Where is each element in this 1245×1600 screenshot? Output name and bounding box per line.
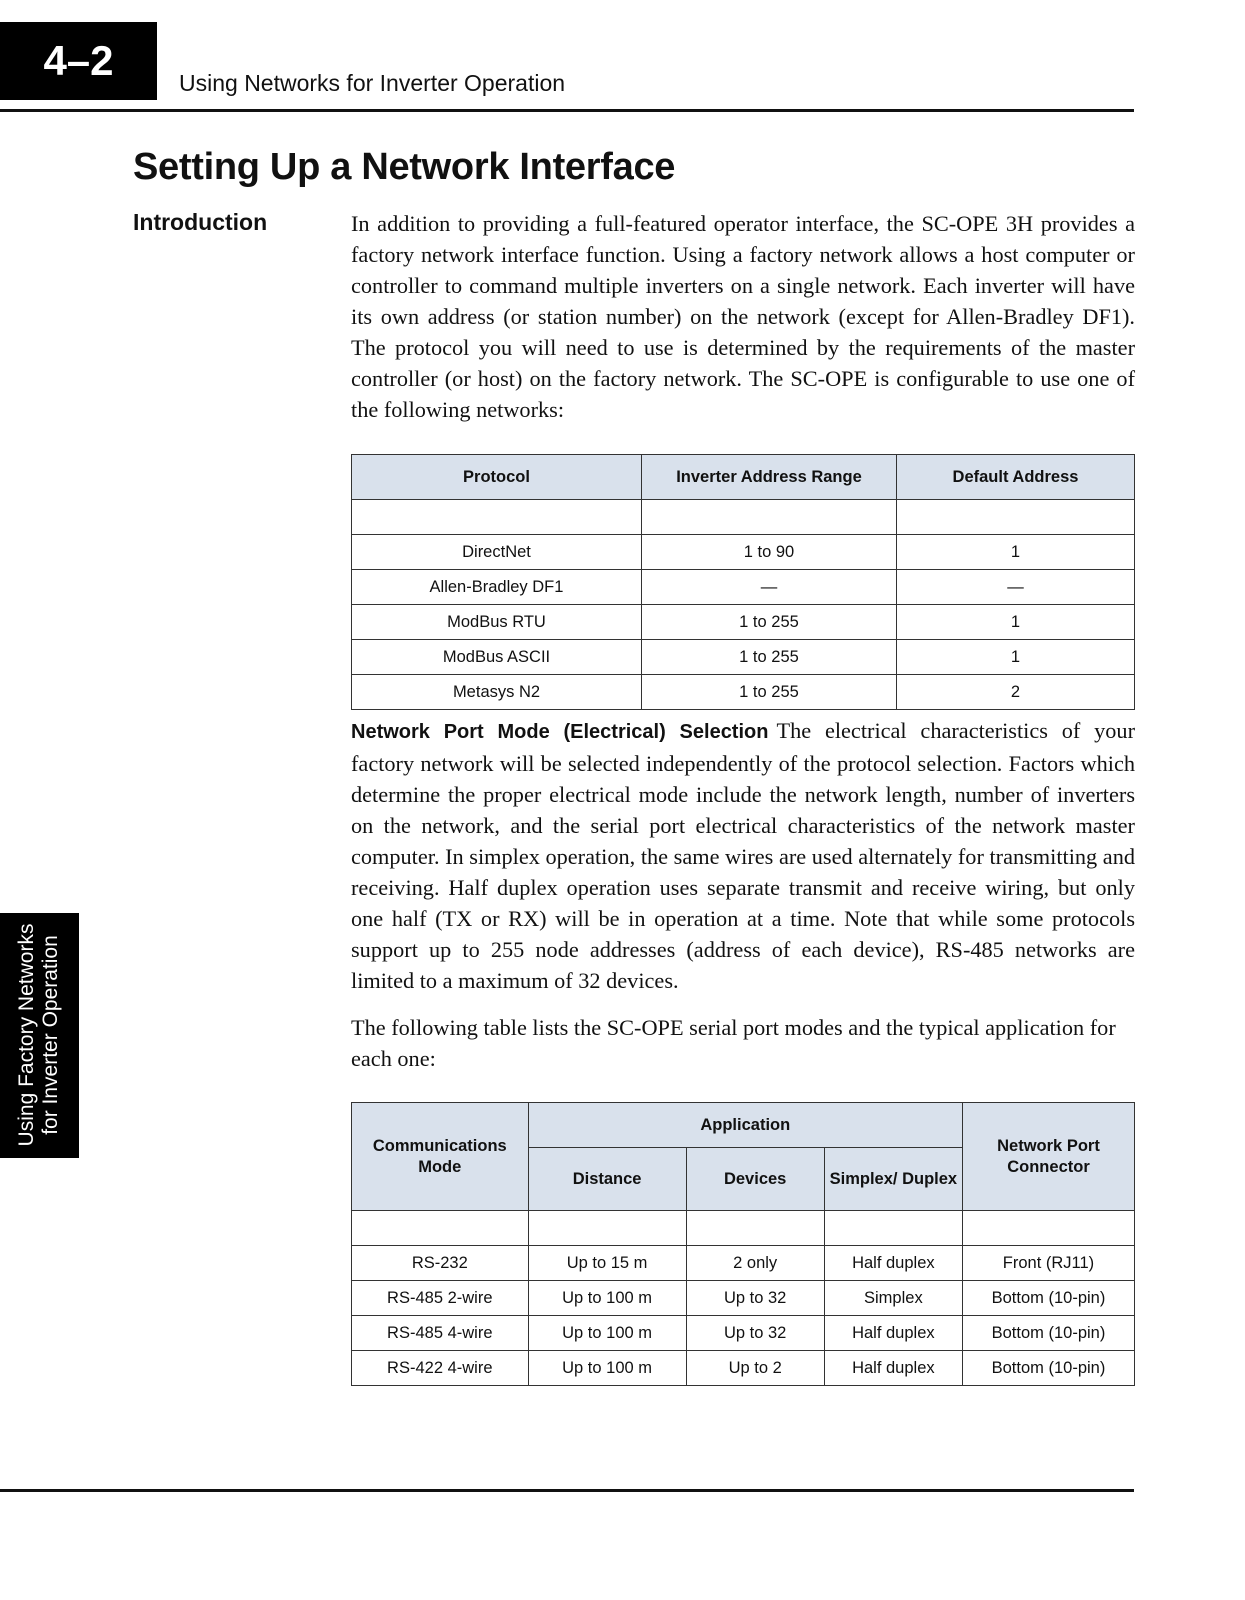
page-number-tab: 4–2 [0, 22, 157, 100]
table-row [352, 570, 1135, 605]
protocol-cell: ModBus RTU [352, 605, 642, 640]
distance-cell: Up to 100 m [528, 1316, 686, 1351]
table-intro-paragraph: The following table lists the SC-OPE serial port modes and the typical application for each one: [351, 1015, 1116, 1071]
protocol-table-header [352, 455, 1135, 500]
header-network-port-connector: Network Port Connector [962, 1103, 1134, 1211]
table-row [352, 535, 1135, 570]
port-mode-paragraph [351, 715, 1135, 996]
comm-mode-cell: RS-485 2-wire [352, 1281, 529, 1316]
simplex-duplex-cell: Half duplex [824, 1351, 962, 1386]
simplex-duplex-cell: Half duplex [824, 1316, 962, 1351]
table-row [352, 605, 1135, 640]
distance-cell: Up to 100 m [528, 1351, 686, 1386]
address-range-cell: — [642, 570, 897, 605]
header-protocol: Protocol [352, 455, 642, 500]
protocol-table [351, 454, 1135, 710]
default-address-cell: 1 [897, 535, 1135, 570]
comm-mode-cell: RS-485 4-wire [352, 1316, 529, 1351]
table-row [352, 1316, 1135, 1351]
distance-cell: Up to 100 m [528, 1281, 686, 1316]
header-address-range: Inverter Address Range [642, 455, 897, 500]
comm-mode-cell: RS-232 [352, 1246, 529, 1281]
connector-cell: Bottom (10-pin) [962, 1351, 1134, 1386]
simplex-duplex-cell: Half duplex [824, 1246, 962, 1281]
section-title: Setting Up a Network Interface [133, 146, 676, 188]
address-range-cell: 1 to 255 [642, 605, 897, 640]
address-range-cell: 1 to 255 [642, 675, 897, 710]
default-address-cell: 1 [897, 605, 1135, 640]
protocol-cell: DirectNet [352, 535, 642, 570]
port-mode-heading: Network Port Mode (Electrical) Selection [351, 721, 769, 743]
table-row [352, 675, 1135, 710]
header-default-address: Default Address [897, 455, 1135, 500]
side-tab-line-1: Using Factory Networks [15, 923, 38, 1147]
default-address-cell: 1 [897, 640, 1135, 675]
header-distance: Distance [528, 1148, 686, 1211]
address-range-cell: 1 to 90 [642, 535, 897, 570]
table-spacer [352, 1211, 1135, 1246]
protocol-cell: Allen-Bradley DF1 [352, 570, 642, 605]
default-address-cell: 2 [897, 675, 1135, 710]
header-simplex-duplex: Simplex/ Duplex [824, 1148, 962, 1211]
devices-cell: Up to 2 [686, 1351, 824, 1386]
port-mode-table [351, 1102, 1135, 1386]
table-spacer [352, 500, 1135, 535]
simplex-duplex-cell: Simplex [824, 1281, 962, 1316]
devices-cell: Up to 32 [686, 1316, 824, 1351]
intro-label: Introduction [133, 209, 268, 235]
side-tab-line-2: for Inverter Operation [39, 935, 62, 1135]
default-address-cell: — [897, 570, 1135, 605]
header-application: Application [528, 1103, 962, 1148]
protocol-cell: ModBus ASCII [352, 640, 642, 675]
table-row [352, 640, 1135, 675]
address-range-cell: 1 to 255 [642, 640, 897, 675]
footer-rule [0, 1489, 1134, 1492]
devices-cell: 2 only [686, 1246, 824, 1281]
port-table-header-top [352, 1103, 1135, 1148]
port-mode-text: The electrical characteristics of your factory network will be selected independently of the protocol selection. Factors which determine the proper electrical mode include the network length, number of inverters on the network, and the serial port electrical characteristics of the network master computer. In simplex operation, the same wires are used alternately for transmitting and receiving. Half duplex operation uses separate transmit and receive wiring, but only one half (TX or RX) will be in operation at a time. Note that while some protocols support up to 255 node addresses (address of each device), RS-485 networks are limited to a maximum of 32 devices. [351, 718, 1136, 993]
running-header-title: Using Networks for Inverter Operation [179, 70, 566, 96]
comm-mode-cell: RS-422 4-wire [352, 1351, 529, 1386]
devices-cell: Up to 32 [686, 1281, 824, 1316]
protocol-cell: Metasys N2 [352, 675, 642, 710]
table-row [352, 1351, 1135, 1386]
header-devices: Devices [686, 1148, 824, 1211]
distance-cell: Up to 15 m [528, 1246, 686, 1281]
table-row [352, 1246, 1135, 1281]
header-rule [0, 109, 1134, 112]
intro-paragraph: In addition to providing a full-featured operator interface, the SC-OPE 3H provides a factory network interface function. Using a factory network allows a host computer or controller to command multiple inverters on a single network. Each inverter will have its own address (or station number) on the network (except for Allen-Bradley DF1). The protocol you will need to use is determined by the requirements of the master controller (or host) on the factory network. The SC-OPE is configurable to use one of the following networks: [351, 211, 1135, 422]
connector-cell: Front (RJ11) [962, 1246, 1134, 1281]
connector-cell: Bottom (10-pin) [962, 1316, 1134, 1351]
side-tab-label [15, 924, 63, 1147]
chapter-side-tab [0, 913, 79, 1158]
connector-cell: Bottom (10-pin) [962, 1281, 1134, 1316]
table-row [352, 1281, 1135, 1316]
header-comm-mode: Communications Mode [352, 1103, 529, 1211]
